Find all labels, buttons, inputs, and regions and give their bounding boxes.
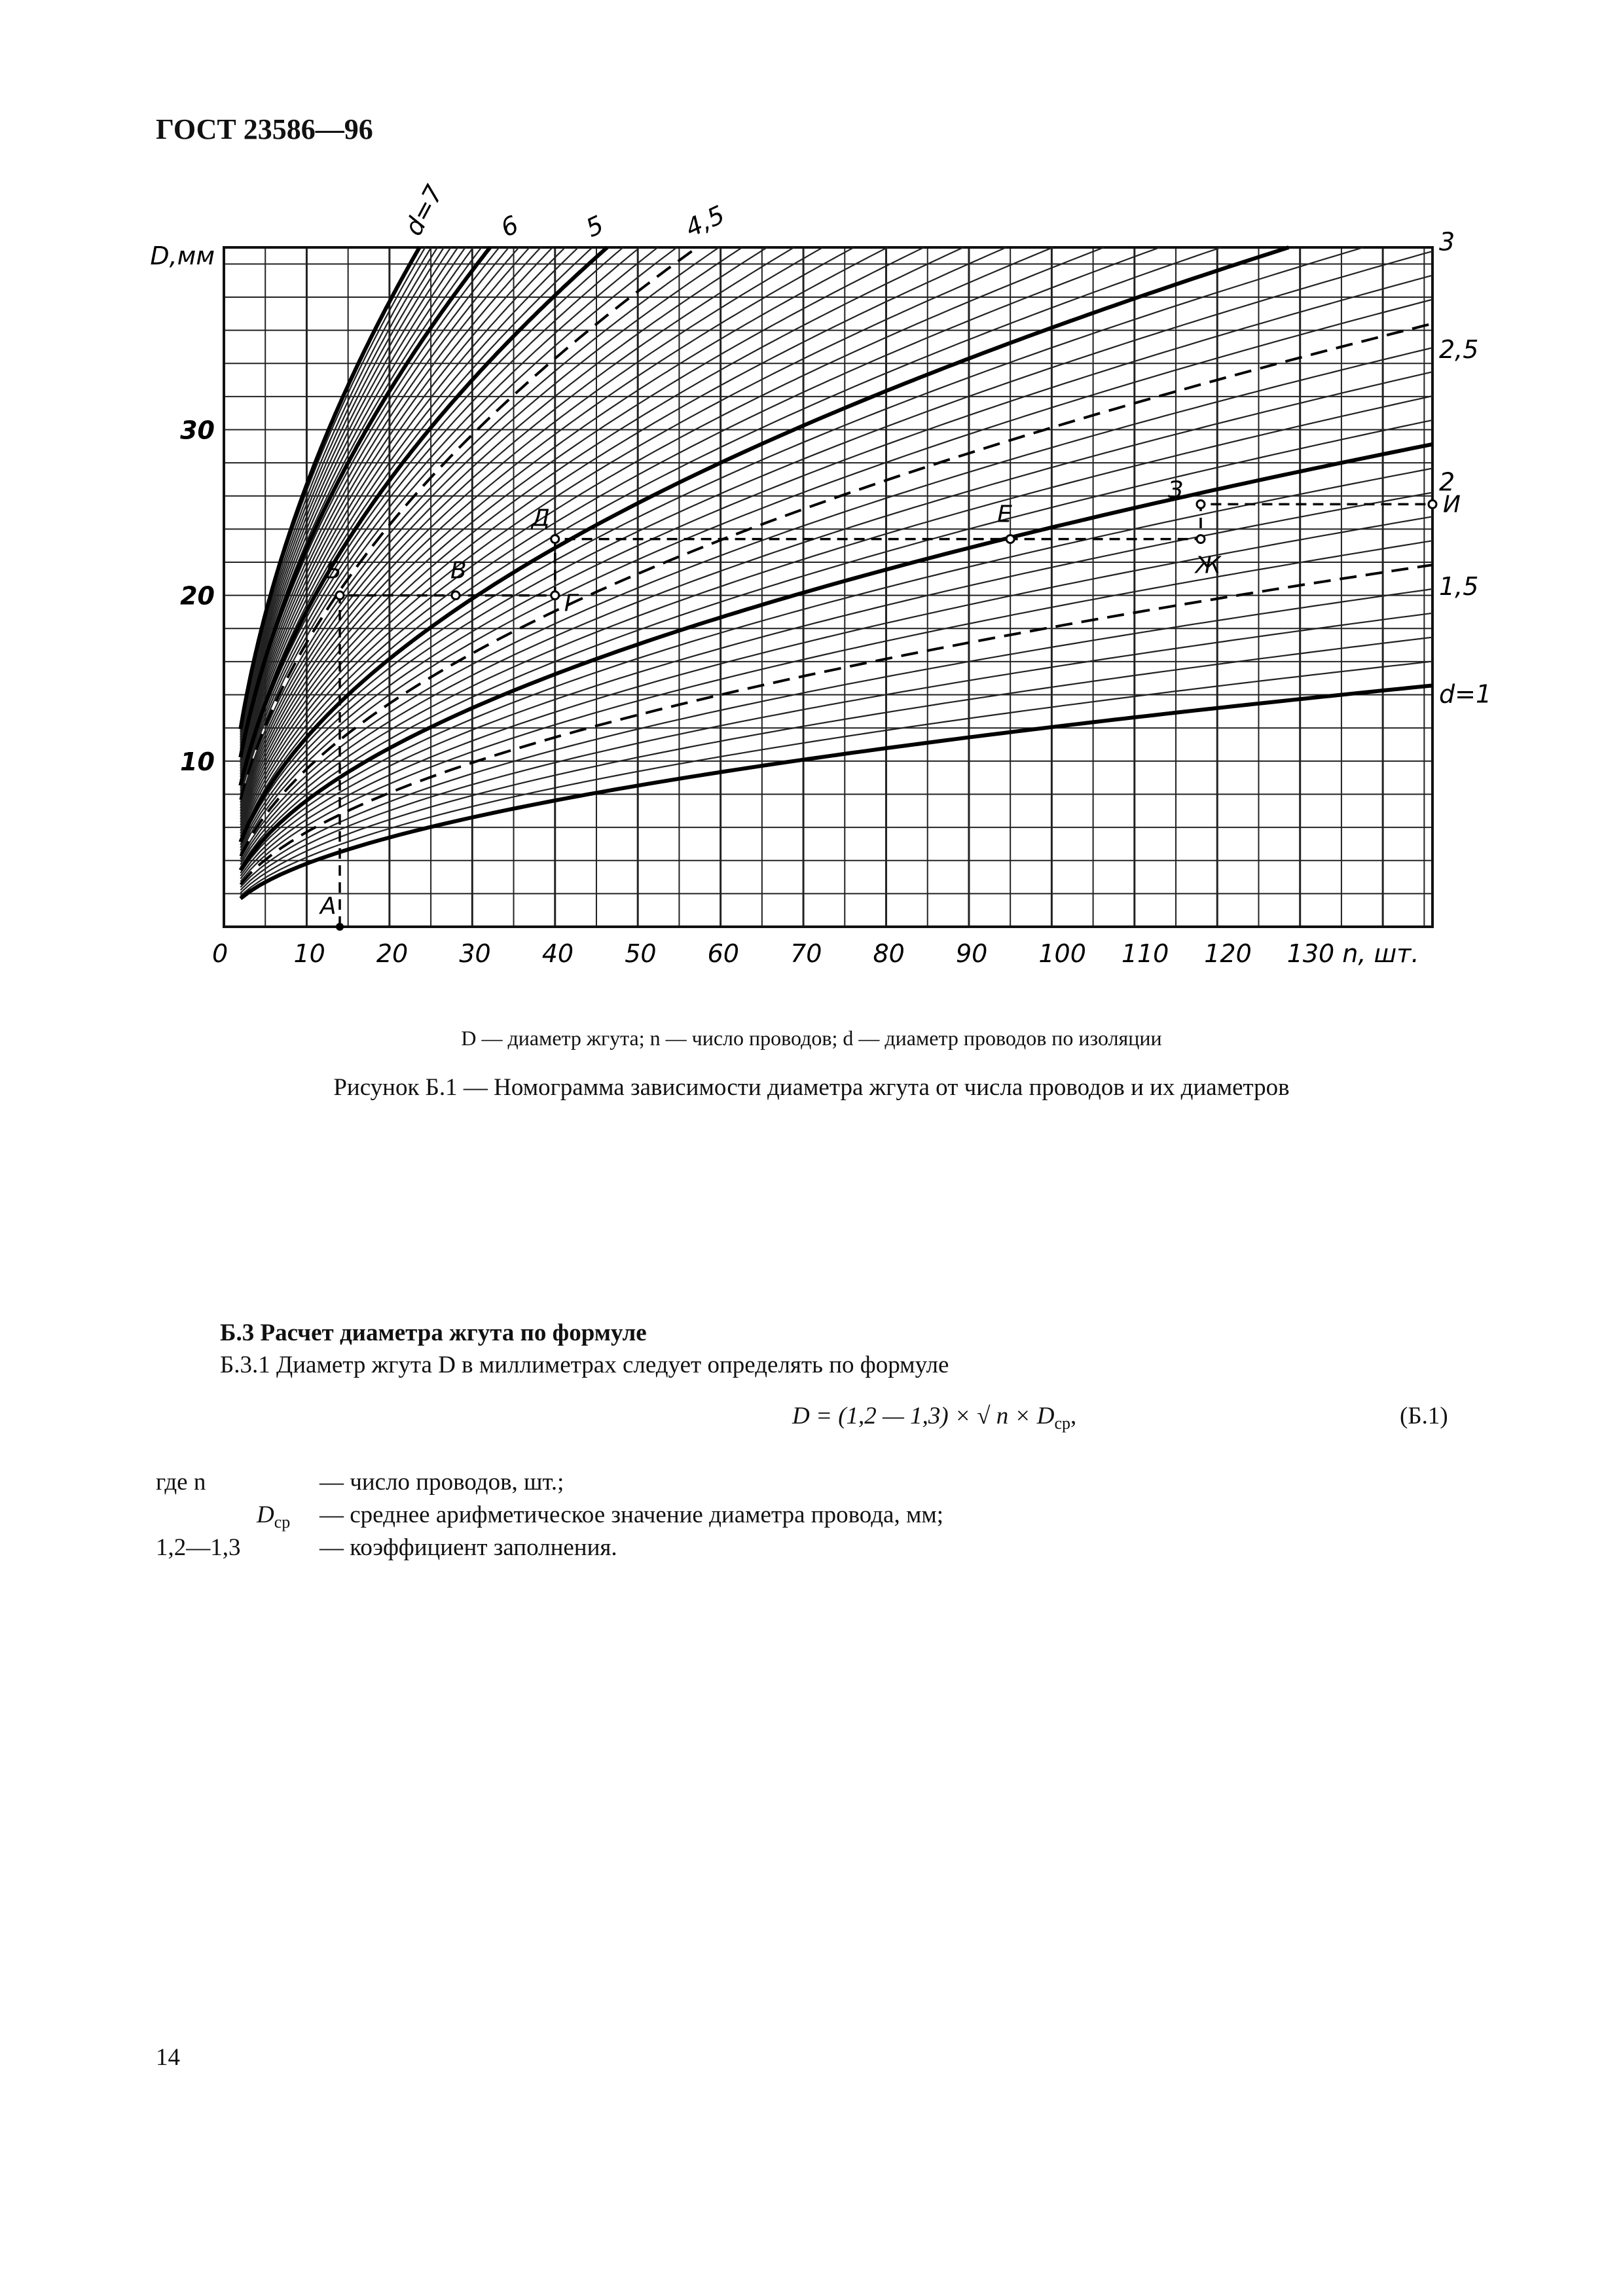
helper-curve [240,637,1432,893]
example-point [336,592,344,600]
example-point-label: Ж [1195,552,1221,579]
example-point-label: И [1443,491,1461,518]
example-point [551,592,559,600]
series-label: 2,5 [1439,334,1479,364]
where-text: — коэффициент заполнения. [319,1534,617,1561]
series-label: d=7 [399,180,449,241]
series-label: 6 [496,209,523,243]
x-tick-label: 130 n, шт. [1286,939,1419,968]
formula-body: D = (1,2 — 1,3) × √ n × D [792,1403,1055,1429]
example-point-label: З [1167,476,1184,504]
x-tick-label: 20 [376,939,409,968]
page-number: 14 [156,2044,180,2071]
series-label: 2 [1439,467,1455,497]
where-symbol: где n [156,1469,206,1496]
where-symbol-sub: ср [274,1513,291,1532]
section-title: Б.3 Расчет диаметра жгута по формуле [220,1319,647,1346]
figure-caption: Рисунок Б.1 — Номограмма зависимости диаметра жгута от числа проводов и их диаметров [333,1074,1290,1101]
example-point-label: Г [564,590,577,617]
x-tick-label: 70 [790,939,822,968]
example-point [1006,535,1014,543]
example-point [1429,500,1436,508]
example-point-label: Е [997,501,1012,528]
x-tick-label: 120 [1204,939,1252,968]
series-label: 5 [581,209,608,243]
example-point-label: А [320,893,337,920]
x-tick-label: 100 [1038,939,1086,968]
helper-curve [240,348,1432,859]
series-curve [240,444,1432,870]
section-paragraph: Б.3.1 Диаметр жгута D в миллиметрах следует определять по формуле [220,1352,949,1378]
x-tick-label: 0 [212,939,228,968]
series-label: d=1 [1439,679,1492,709]
document-header: ГОСТ 23586—96 [156,113,373,145]
x-tick-label: 10 [293,939,325,968]
example-point [551,535,559,543]
x-tick-label: 90 [955,939,988,968]
y-tick-label: 20 [180,581,215,611]
series-curve [240,565,1432,884]
x-tick-label: 30 [459,939,491,968]
example-point-label: В [450,557,467,584]
series-curve [240,685,1432,899]
x-tick-label: 60 [707,939,739,968]
series-label: 1,5 [1439,572,1479,601]
helper-curve [240,276,1432,851]
formula-tail: , [1070,1403,1077,1429]
where-symbol: D [257,1501,274,1528]
where-text: — среднее арифметическое значение диаметра провода, мм; [319,1501,944,1528]
series-label: 4,5 [681,200,729,243]
nomogram-chart [0,0,1623,995]
x-tick-label: 80 [873,939,905,968]
example-point [452,592,460,600]
y-axis-label: D,мм [150,242,215,270]
helper-curve [240,247,1363,845]
example-point [336,923,344,931]
y-tick-label: 10 [180,747,215,776]
x-tick-label: 50 [625,939,657,968]
where-symbol: 1,2—1,3 [156,1534,241,1561]
equation-number: (Б.1) [1400,1403,1448,1429]
series-label: 3 [1439,227,1455,257]
formula [792,1402,1076,1433]
formula-subscript: ср [1054,1414,1070,1433]
y-tick-label: 30 [180,416,215,445]
example-point [1197,500,1205,508]
example-point [1197,535,1205,543]
x-tick-label: 110 [1121,939,1169,968]
x-tick-label: 40 [541,939,574,968]
example-point-label: Б [325,557,342,584]
example-point-label: Д [531,505,550,532]
chart-curves [240,247,1432,899]
where-text: — число проводов, шт.; [319,1469,564,1496]
figure-legend: D — диаметр жгута; n — число проводов; d — диаметр проводов по изоляции [461,1026,1162,1050]
